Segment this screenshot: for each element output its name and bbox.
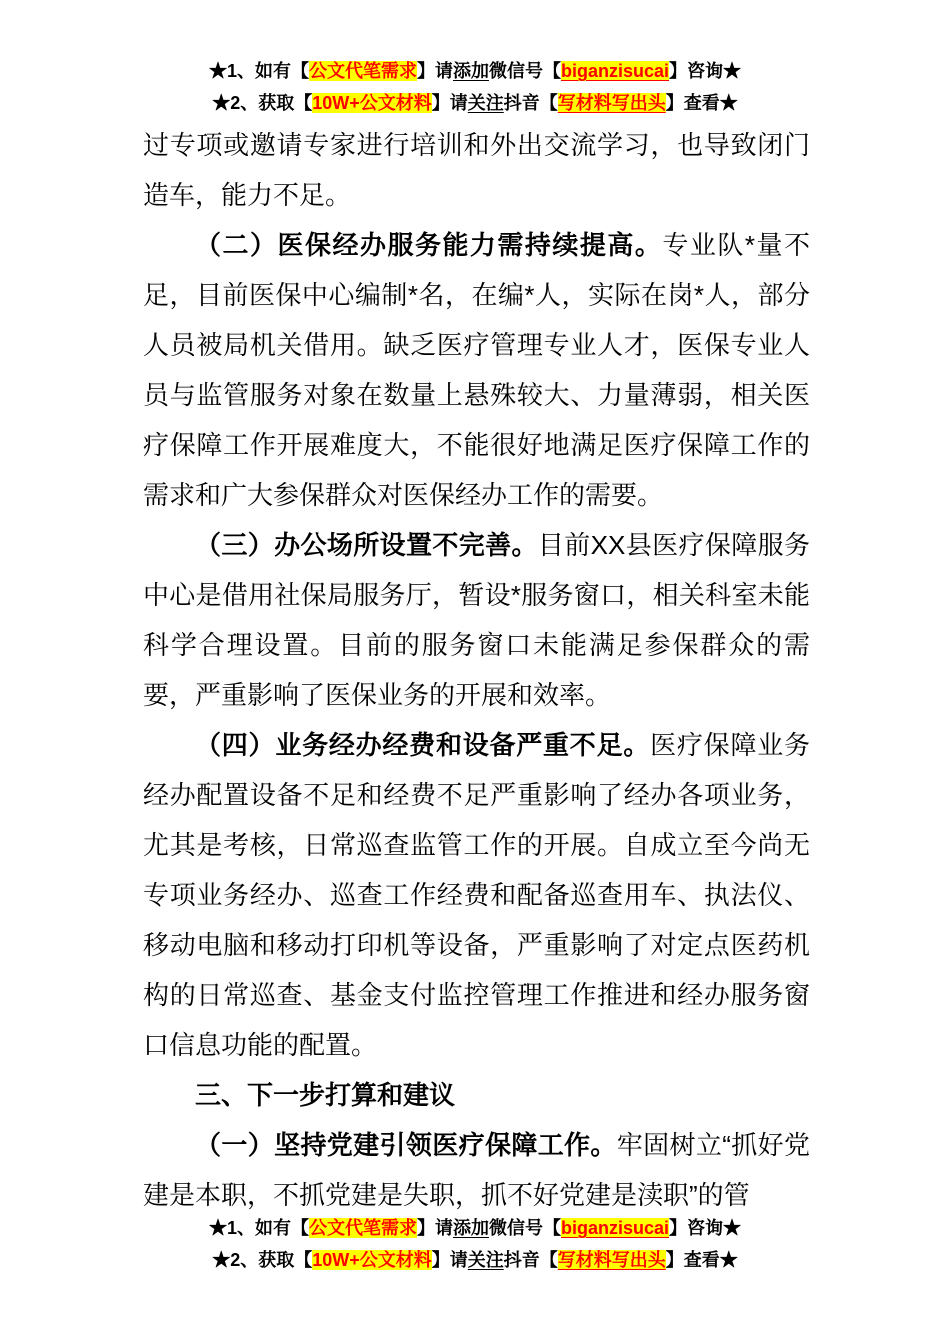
promo-text: 】咨询★: [669, 61, 742, 81]
section-heading-text: 三、下一步打算和建议: [195, 1080, 456, 1110]
paragraph-lead: （三）办公场所设置不完善。: [195, 530, 538, 560]
promo-text: 】查看★: [665, 1250, 738, 1270]
paragraph-item-2: [143, 220, 810, 520]
promo-text: 】请: [416, 1218, 453, 1238]
promo-underlined-text: 关注: [467, 93, 504, 113]
promo-douyin-id: 写材料写出头: [557, 93, 666, 113]
promo-text: ★2、获取【: [212, 93, 313, 113]
section-heading-3: [143, 1070, 810, 1120]
promo-text: 】请: [431, 93, 468, 113]
promo-wechat-id: biganzisucai: [560, 1218, 670, 1238]
promo-text: ★2、获取【: [212, 1250, 313, 1270]
promo-highlight: 10W+公文材料: [312, 1250, 432, 1270]
footer-promo-line-2: [0, 1244, 950, 1276]
promo-text: 】请: [416, 61, 453, 81]
promo-highlight: 公文代笔需求: [308, 1218, 417, 1238]
header-promo-banner: [0, 55, 950, 119]
paragraph-lead: （四）业务经办经费和设备严重不足。: [195, 730, 651, 760]
promo-text: 】查看★: [665, 93, 738, 113]
paragraph-text: 过专项或邀请专家进行培训和外出交流学习，也导致闭门造车，能力不足。: [143, 130, 810, 210]
promo-text: ★1、如有【: [208, 1218, 309, 1238]
paragraph-continuation: [143, 120, 810, 220]
promo-text: 抖音【: [503, 1250, 558, 1270]
paragraph-text: 牢固树立“抓好党建是本职，不抓党建是失职，抓不好党建是渎职”的管: [143, 1130, 810, 1210]
promo-text: 】咨询★: [669, 1218, 742, 1238]
promo-underlined-text: 关注: [467, 1250, 504, 1270]
paragraph-text: 专业队*量不足，目前医保中心编制*名，在编*人，实际在岗*人，部分人员被局机关借用。缺乏医疗管理专业人才，医保专业人员与监管服务对象在数量上悬殊较大、力量薄弱，相关医疗保障工作开展难度大，不能很好地满足医疗保障工作的需求和广大参保群众对医保经办工作的需要。: [143, 230, 810, 510]
paragraph-text: 目前XX县医疗保障服务中心是借用社保局服务厅，暂设*服务窗口，相关科室未能科学合理设置。目前的服务窗口未能满足参保群众的需要，严重影响了医保业务的开展和效率。: [143, 530, 810, 710]
promo-douyin-id: 写材料写出头: [557, 1250, 666, 1270]
header-promo-line-2: [0, 87, 950, 119]
paragraph-text: 医疗保障业务经办配置设备不足和经费不足严重影响了经办各项业务，尤其是考核，日常巡查监管工作的开展。自成立至今尚无专项业务经办、巡查工作经费和配备巡查用车、执法仪、移动电脑和移动打印机等设备，严重影响了对定点医药机构的日常巡查、基金支付监控管理工作推进和经办服务窗口信息功能的配置。: [143, 730, 810, 1060]
header-promo-line-1: [0, 55, 950, 87]
promo-underlined-text: 添加: [452, 61, 489, 81]
footer-promo-line-1: [0, 1212, 950, 1244]
promo-text: 】请: [431, 1250, 468, 1270]
paragraph-item-3: [143, 520, 810, 720]
promo-highlight: 10W+公文材料: [312, 93, 432, 113]
promo-wechat-id: biganzisucai: [560, 61, 670, 81]
footer-promo-banner: [0, 1212, 950, 1276]
promo-text: 抖音【: [503, 93, 558, 113]
promo-underlined-text: 添加: [452, 1218, 489, 1238]
paragraph-item-4: [143, 720, 810, 1070]
paragraph-item-1: [143, 1120, 810, 1220]
paragraph-lead: （一）坚持党建引领医疗保障工作。: [195, 1130, 617, 1160]
promo-text: ★1、如有【: [208, 61, 309, 81]
promo-text: 微信号【: [488, 1218, 561, 1238]
paragraph-lead: （二）医保经办服务能力需持续提高。: [195, 230, 663, 260]
document-body: [143, 120, 810, 1220]
promo-text: 微信号【: [488, 61, 561, 81]
promo-highlight: 公文代笔需求: [308, 61, 417, 81]
